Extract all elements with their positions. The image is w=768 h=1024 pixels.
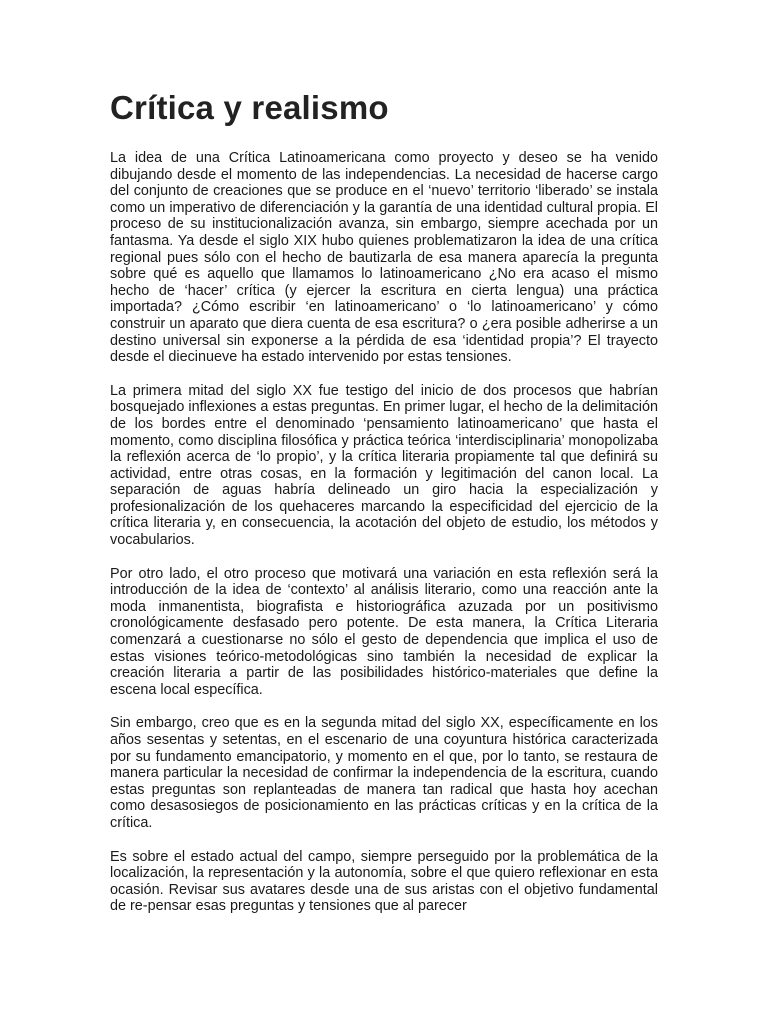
paragraph-5: Es sobre el estado actual del campo, siempre perseguido por la problemática de la localización, la representación y la autonomía, sobre el que quiero reflexionar en esta ocasión. Revisar sus avatares desde una de sus aristas con el objetivo fundamental de re-pensar esas preguntas y tensiones que al parecer	[110, 848, 658, 915]
document-page	[110, 86, 658, 932]
paragraph-2: La primera mitad del siglo XX fue testigo del inicio de dos procesos que habrían bosquejado inflexiones a estas preguntas. En primer lugar, el hecho de la delimitación de los bordes entre el denominado ‘pensamiento latinoamericano’ que hasta el momento, como disciplina filosófica y práctica teórica ‘interdisciplinaria’ monopolizaba la reflexión acerca de ‘lo propio’, y la crítica literaria propiamente tal que definirá su actividad, entre otras cosas, en la formación y legitimación del canon local. La separación de aguas habría delineado un giro hacia la especialización y profesionalización de los quehaceres marcando la especificidad del ejercicio de la crítica literaria y, en consecuencia, la acotación del objeto de estudio, los métodos y vocabularios.	[110, 382, 658, 549]
document-title: Crítica y realismo	[110, 89, 389, 126]
paragraph-4: Sin embargo, creo que es en la segunda mitad del siglo XX, específicamente en los años sesentas y setentas, en el escenario de una coyuntura histórica caracterizada por su fundamento emancipatorio, y momento en el que, por lo tanto, se restaura de manera particular la necesidad de confirmar la independencia de la escritura, cuando estas preguntas son replanteadas de manera tan radical que hasta hoy acechan como desasosiegos de posicionamiento en las prácticas críticas y en la crítica de la crítica.	[110, 715, 658, 831]
paragraph-1: La idea de una Crítica Latinoamericana como proyecto y deseo se ha venido dibujando desde el momento de las independencias. La necesidad de hacerse cargo del conjunto de creaciones que se produce en el ‘nuevo’ territorio ‘liberado’ se instala como un imperativo de diferenciación y la garantía de una identidad cultural propia. El proceso de su institucionalización avanza, sin embargo, siempre acechada por un fantasma. Ya desde el siglo XIX hubo quienes problematizaron la idea de una crítica regional pues sólo con el hecho de bautizarla de esa manera aparecía la pregunta sobre qué es aquello que llamamos lo latinoamericano ¿No era acaso el mismo hecho de ‘hacer’ crítica (y ejercer la escritura en cierta lengua) una práctica importada? ¿Cómo escribir ‘en latinoamericano’ o ‘lo latinoamericano’ y cómo construir un aparato que diera cuenta de esa escritura? o ¿era posible adherirse a un destino universal sin exponerse a la pérdida de esa ‘identidad propia’? El trayecto desde el diecinueve ha estado intervenido por estas tensiones.	[110, 150, 658, 366]
paragraph-3: Por otro lado, el otro proceso que motivará una variación en esta reflexión será la introducción de la idea de ‘contexto’ al análisis literario, como una reacción ante la moda inmanentista, biografista e historiográfica azuzada por un positivismo cronológicamente desfasado pero potente. De esta manera, la Crítica Literaria comenzará a cuestionarse no sólo el gesto de dependencia que implica el uso de estas visiones teórico-metodológicas sino también la necesidad de explicar la creación literaria a partir de las posibilidades histórico-materiales que define la escena local específica.	[110, 565, 658, 698]
